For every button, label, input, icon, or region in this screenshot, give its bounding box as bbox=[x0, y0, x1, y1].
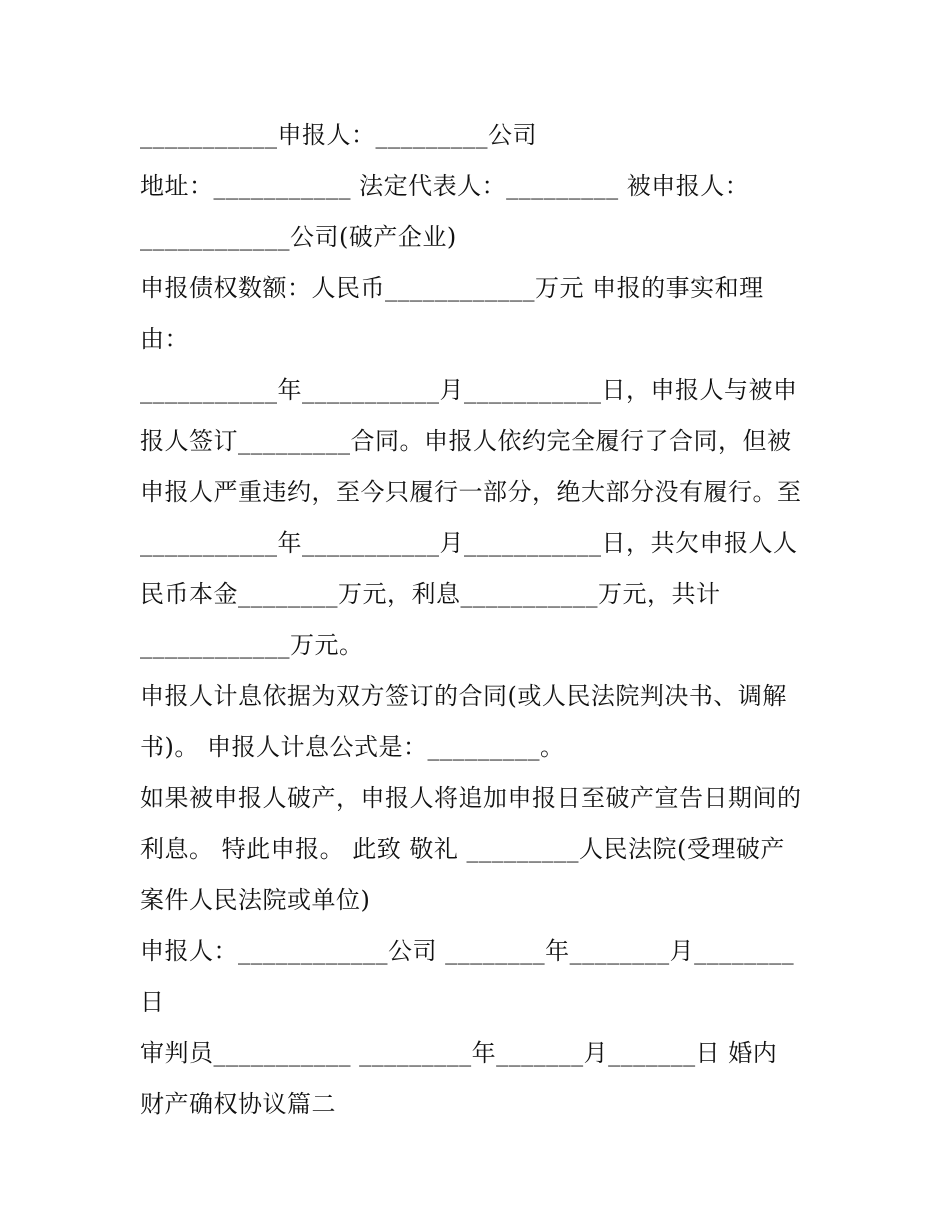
text-line-15: 利息。 特此申报。 此致 敬礼 _________人民法院(受理破产 bbox=[140, 835, 785, 863]
text-line-17: 申报人：____________公司 ________年________月________ bbox=[140, 937, 795, 965]
text-line-11: ____________万元。 bbox=[140, 631, 364, 659]
text-line-14: 如果被申报人破产，申报人将追加申报日至破产宣告日期间的 bbox=[140, 784, 802, 812]
text-line-5: 由： bbox=[140, 325, 189, 353]
text-line-4: 申报债权数额：人民币____________万元 申报的事实和理 bbox=[140, 274, 764, 302]
text-line-12: 申报人计息依据为双方签订的合同(或人民法院判决书、调解 bbox=[140, 682, 787, 710]
text-line-13: 书)。 申报人计息公式是：_________。 bbox=[140, 733, 565, 761]
text-line-16: 案件人民法院或单位) bbox=[140, 886, 371, 914]
text-line-6: ___________年___________月___________日，申报人与被申 bbox=[140, 376, 798, 404]
document-body bbox=[140, 110, 830, 1130]
text-line-19: 审判员___________ _________年_______月_______日 婚内 bbox=[140, 1039, 778, 1067]
text-line-8: 申报人严重违约，至今只履行一部分，绝大部分没有履行。至 bbox=[140, 478, 802, 506]
text-line-18: 日 bbox=[140, 988, 165, 1016]
text-line-20: 财产确权协议篇二 bbox=[140, 1090, 336, 1118]
text-line-7: 报人签订_________合同。申报人依约完全履行了合同，但被 bbox=[140, 427, 792, 455]
text-line-2: 地址：___________ 法定代表人：_________ 被申报人： bbox=[140, 172, 750, 200]
text-line-1: ___________申报人：_________公司 bbox=[140, 121, 537, 149]
text-line-9: ___________年___________月___________日，共欠申报人人 bbox=[140, 529, 798, 557]
text-line-3: ____________公司(破产企业) bbox=[140, 223, 457, 251]
text-line-10: 民币本金________万元，利息___________万元，共计 bbox=[140, 580, 721, 608]
